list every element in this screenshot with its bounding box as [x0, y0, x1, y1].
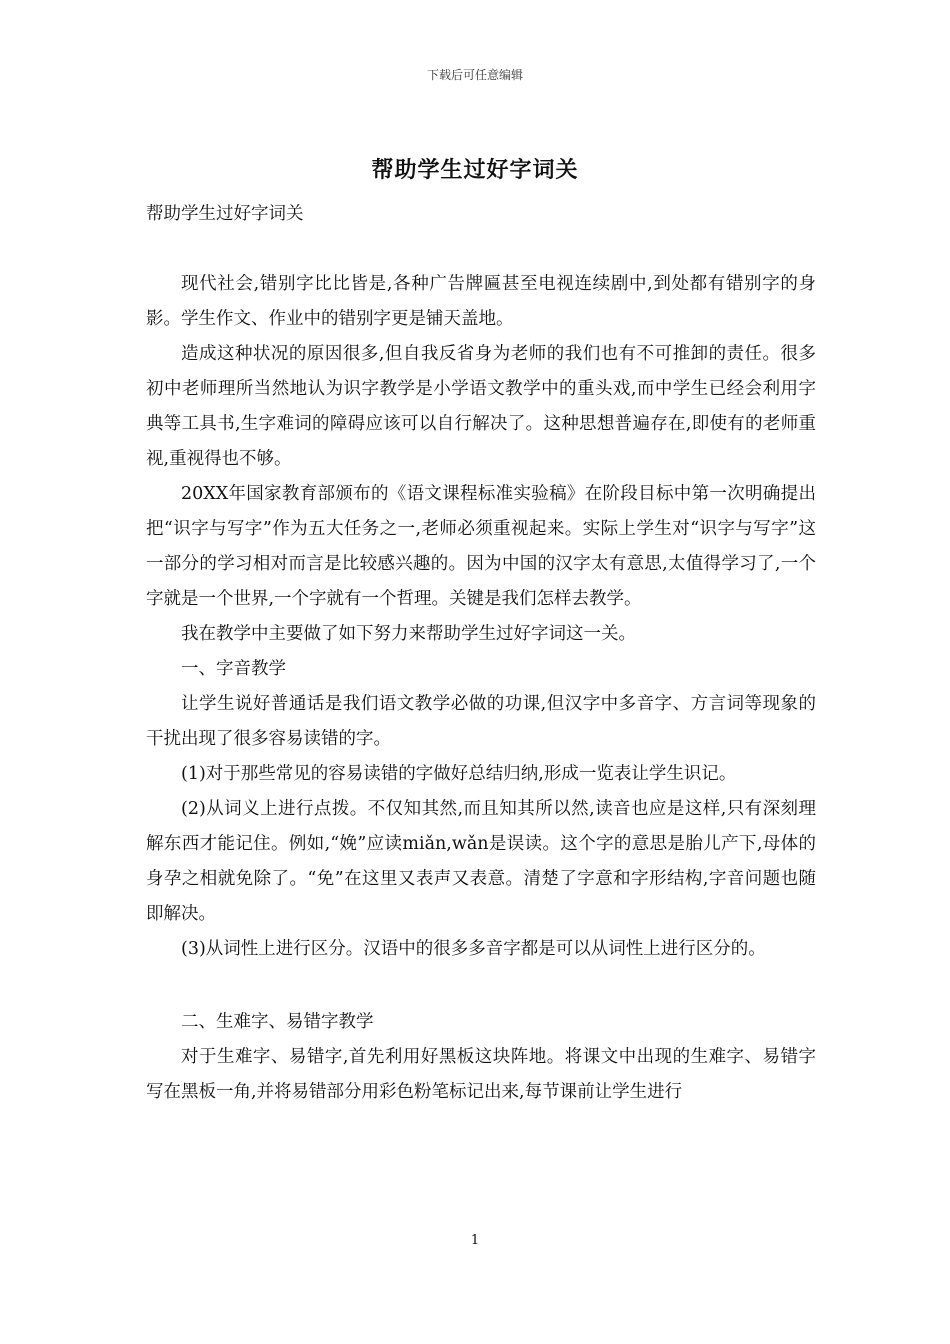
list-item: (3)从词性上进行区分。汉语中的很多多音字都是可以从词性上进行区分的。 [181, 939, 766, 959]
document-subtitle: 帮助学生过好字词关 [146, 204, 304, 224]
page-header: 下载后可任意编辑 [426, 68, 523, 82]
paragraph: 我在教学中主要做了如下努力来帮助学生过好字词这一关。 [181, 624, 636, 644]
paragraph: 让学生说好普通话是我们语文教学必做的功课,但汉字中多音字、方言词等现象的干扰出现了很多容易读错的字。 [146, 694, 816, 749]
paragraph: 20XX年国家教育部颁布的《语文课程标准实验稿》在阶段目标中第一次明确提出把“识字与写字”作为五大任务之一,老师必须重视起来。实际上学生对“识字与写字”这一部分的学习相对而言是比较感兴趣的。因为中国的汉字太有意思,太值得学习了,一个字就是一个世界,一个字就有一个哲理。关键是我们怎样去教学。 [146, 484, 816, 609]
document-body [146, 197, 816, 1110]
list-item: (1)对于那些常见的容易读错的字做好总结归纳,形成一览表让学生识记。 [181, 764, 737, 784]
paragraph: 对于生难字、易错字,首先利用好黑板这块阵地。将课文中出现的生难字、易错字写在黑板一角,并将易错部分用彩色粉笔标记出来,每节课前让学生进行 [146, 1047, 816, 1102]
paragraph: 现代社会,错别字比比皆是,各种广告牌匾甚至电视连续剧中,到处都有错别字的身影。学生作文、作业中的错别字更是铺天盖地。 [146, 274, 816, 329]
document-title: 帮助学生过好字词关 [371, 157, 579, 183]
section-heading: 二、生难字、易错字教学 [181, 1012, 374, 1032]
page-number: 1 [470, 1233, 480, 1248]
list-item: (2)从词义上进行点拨。不仅知其然,而且知其所以然,读音也应是这样,只有深刻理解东西才能记住。例如,“娩”应读miǎn,wǎn是误读。这个字的意思是胎儿产下,母体的身孕之相就免除了。“免”在这里又表声又表意。清楚了字意和字形结构,字音问题也随即解决。 [146, 799, 816, 924]
paragraph: 造成这种状况的原因很多,但自我反省身为老师的我们也有不可推卸的责任。很多初中老师理所当然地认为识字教学是小学语文教学中的重头戏,而中学生已经会利用字典等工具书,生字难词的障碍应该可以自行解决了。这种思想普遍存在,即使有的老师重视,重视得也不够。 [146, 344, 816, 469]
section-heading: 一、字音教学 [181, 659, 286, 679]
